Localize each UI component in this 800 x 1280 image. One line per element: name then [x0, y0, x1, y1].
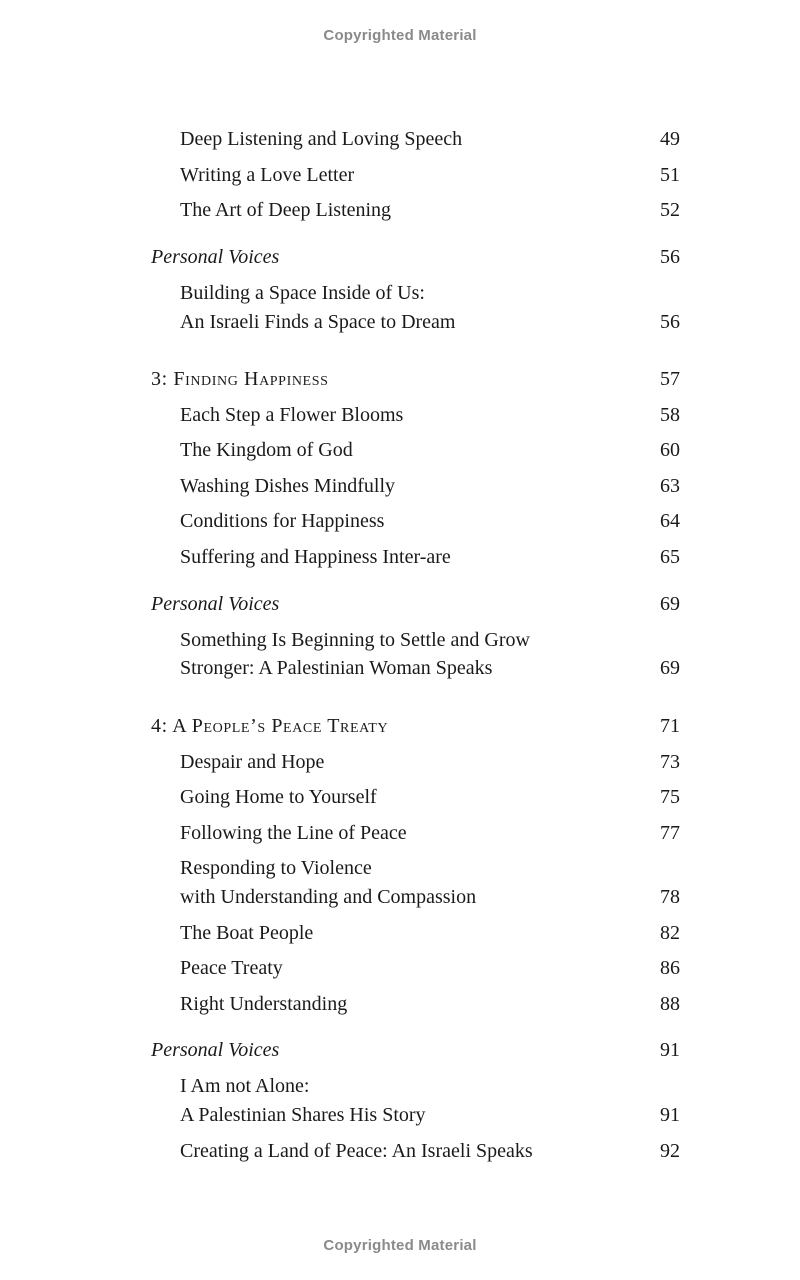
watermark-top: Copyrighted Material	[323, 27, 477, 44]
toc-entry-title: Responding to Violence	[180, 857, 372, 879]
toc-entry-title: Suffering and Happiness Inter-are	[180, 546, 451, 568]
toc-page-number: 63	[660, 475, 680, 497]
toc-page-number: 69	[660, 657, 680, 679]
toc-entry-title: with Understanding and Compassion	[180, 886, 477, 908]
toc-heading-title: Personal Voices	[151, 246, 280, 268]
toc-page-number: 64	[660, 510, 680, 532]
toc-page-number: 92	[660, 1140, 680, 1162]
toc-page-number: 69	[660, 593, 680, 615]
toc-entry-title: Something Is Beginning to Settle and Grow	[180, 629, 530, 651]
toc-page-number: 75	[660, 786, 680, 808]
toc-page-number: 56	[660, 246, 680, 268]
toc-page-number: 91	[660, 1039, 680, 1061]
toc-entry-title: The Art of Deep Listening	[180, 199, 392, 221]
toc-entry-title: Despair and Hope	[180, 751, 325, 773]
toc-entry-title: Washing Dishes Mindfully	[180, 475, 396, 497]
toc-entry-title: Creating a Land of Peace: An Israeli Speaks	[180, 1140, 533, 1162]
toc-chapter-title: 4: A People’s Peace Treaty	[151, 715, 389, 737]
toc-page-number: 65	[660, 546, 680, 568]
toc-page-number: 78	[660, 886, 680, 908]
toc-entry-title: An Israeli Finds a Space to Dream	[180, 311, 456, 333]
toc-page-number: 88	[660, 993, 680, 1015]
toc-page-number: 86	[660, 957, 680, 979]
toc-entry-title: Writing a Love Letter	[180, 164, 355, 186]
toc-page-number: 77	[660, 822, 680, 844]
toc-entry-title: Conditions for Happiness	[180, 510, 385, 532]
toc-entry-title: The Kingdom of God	[180, 439, 353, 461]
toc-entry-title: The Boat People	[180, 922, 314, 944]
toc-entry-title: Deep Listening and Loving Speech	[180, 128, 463, 150]
toc-page-number: 52	[660, 199, 680, 221]
toc-page-number: 60	[660, 439, 680, 461]
toc-page-number: 82	[660, 922, 680, 944]
toc-page-number: 49	[660, 128, 680, 150]
toc-heading-title: Personal Voices	[151, 593, 280, 615]
toc-heading-title: Personal Voices	[151, 1039, 280, 1061]
toc-entry-title: Following the Line of Peace	[180, 822, 407, 844]
toc-entry-title: I Am not Alone:	[180, 1075, 310, 1097]
toc-page-number: 58	[660, 404, 680, 426]
toc-entry-title: Each Step a Flower Blooms	[180, 404, 404, 426]
toc-entry-title: A Palestinian Shares His Story	[180, 1104, 426, 1126]
toc-page-number: 51	[660, 164, 680, 186]
toc-page-number: 56	[660, 311, 680, 333]
toc-entry-title: Building a Space Inside of Us:	[180, 282, 425, 304]
toc-entry-title: Peace Treaty	[180, 957, 283, 979]
toc-page-number: 73	[660, 751, 680, 773]
toc-entry-title: Going Home to Yourself	[180, 786, 377, 808]
toc-page-number: 91	[660, 1104, 680, 1126]
toc-page-number: 71	[660, 715, 680, 737]
toc-entry-title: Right Understanding	[180, 993, 348, 1015]
watermark-bottom: Copyrighted Material	[323, 1237, 477, 1254]
toc-entry-title: Stronger: A Palestinian Woman Speaks	[180, 657, 493, 679]
toc-chapter-title: 3: Finding Happiness	[151, 368, 329, 390]
toc-page-number: 57	[660, 368, 680, 390]
